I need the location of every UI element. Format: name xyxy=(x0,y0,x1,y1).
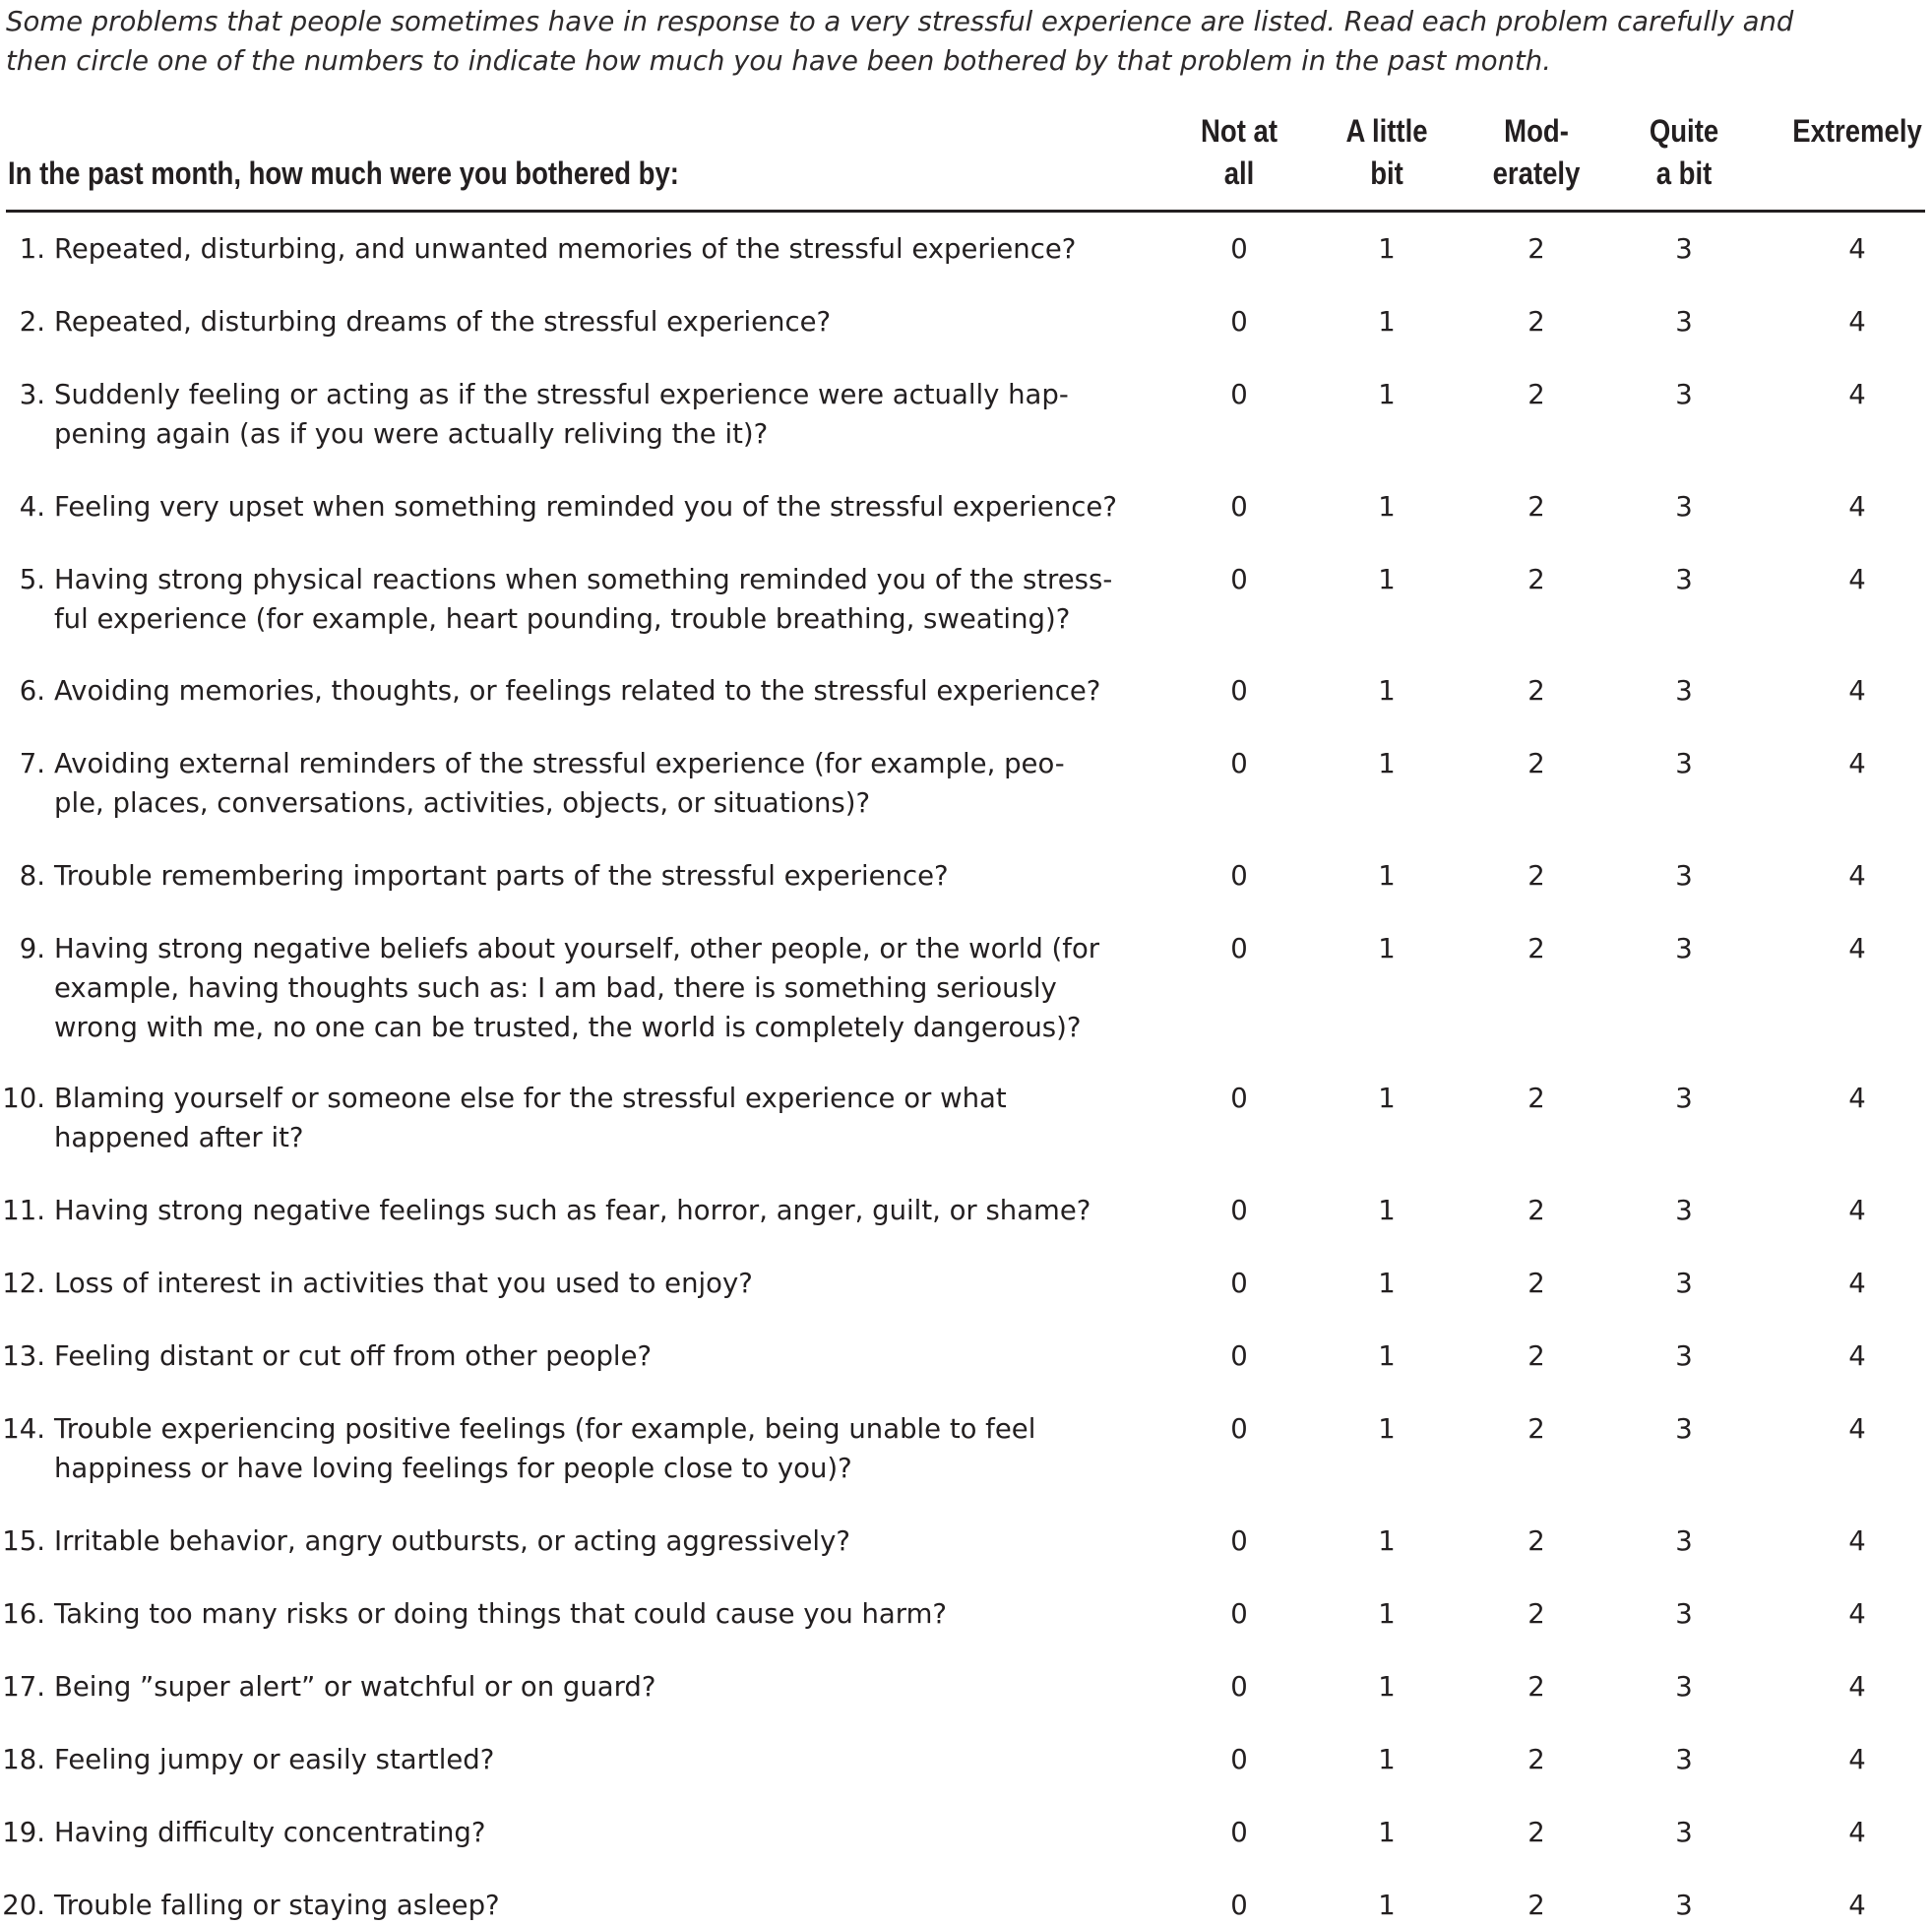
column-header-line: all xyxy=(1223,155,1255,191)
score-option-not-at-all[interactable]: 0 xyxy=(1230,1195,1248,1226)
score-option-a-little-bit[interactable]: 1 xyxy=(1378,306,1396,338)
score-option-quite-a-bit[interactable]: 3 xyxy=(1675,1890,1693,1921)
item-question xyxy=(54,1886,1147,1925)
score-option-not-at-all[interactable]: 0 xyxy=(1230,1083,1248,1114)
item-question-line: Being ”super alert” or watchful or on guard? xyxy=(54,1671,656,1703)
item-question-line: happiness or have loving feelings for people close to you)? xyxy=(54,1453,852,1484)
score-option-extremely[interactable]: 4 xyxy=(1848,491,1866,523)
item-question-line: Feeling very upset when something reminded you of the stressful experience? xyxy=(54,491,1117,523)
score-option-quite-a-bit[interactable]: 3 xyxy=(1675,748,1693,779)
score-option-not-at-all[interactable]: 0 xyxy=(1230,306,1248,338)
score-option-extremely[interactable]: 4 xyxy=(1848,1413,1866,1445)
score-option-extremely[interactable]: 4 xyxy=(1848,379,1866,410)
item-number: 15. xyxy=(2,1525,45,1557)
score-option-not-at-all[interactable]: 0 xyxy=(1230,1817,1248,1848)
score-option-a-little-bit[interactable]: 1 xyxy=(1378,1340,1396,1372)
item-question-line: wrong with me, no one can be trusted, the world is completely dangerous)? xyxy=(54,1012,1082,1043)
score-option-extremely[interactable]: 4 xyxy=(1848,1598,1866,1630)
score-option-moderately[interactable]: 2 xyxy=(1527,675,1545,707)
score-option-a-little-bit[interactable]: 1 xyxy=(1378,1413,1396,1445)
score-option-quite-a-bit[interactable]: 3 xyxy=(1675,1817,1693,1848)
item-question-line: Having strong physical reactions when something reminded you of the stress- xyxy=(54,564,1113,595)
column-header-line: Mod- xyxy=(1504,113,1569,149)
score-option-moderately[interactable]: 2 xyxy=(1527,1671,1545,1703)
item-number: 14. xyxy=(2,1413,45,1445)
score-option-a-little-bit[interactable]: 1 xyxy=(1378,933,1396,964)
item-question xyxy=(54,229,1147,269)
column-header-line: Extremely xyxy=(1792,113,1922,149)
item-number: 12. xyxy=(2,1268,45,1299)
item-question-line: happened after it? xyxy=(54,1122,304,1153)
item-question xyxy=(54,302,1147,342)
score-option-extremely[interactable]: 4 xyxy=(1848,1195,1866,1226)
item-question-line: Repeated, disturbing, and unwanted memories of the stressful experience? xyxy=(54,233,1077,265)
column-header-line: erately xyxy=(1492,155,1581,191)
score-option-not-at-all[interactable]: 0 xyxy=(1230,748,1248,779)
item-number: 19. xyxy=(2,1817,45,1848)
score-option-extremely[interactable]: 4 xyxy=(1848,1890,1866,1921)
column-header-line: A little xyxy=(1345,113,1428,149)
item-number: 3. xyxy=(19,379,45,410)
item-question xyxy=(54,671,1147,711)
score-option-quite-a-bit[interactable]: 3 xyxy=(1675,1744,1693,1775)
score-option-extremely[interactable]: 4 xyxy=(1848,233,1866,265)
score-option-moderately[interactable]: 2 xyxy=(1527,1890,1545,1921)
score-option-not-at-all[interactable]: 0 xyxy=(1230,564,1248,595)
item-question xyxy=(54,856,1147,896)
item-number: 9. xyxy=(19,933,45,964)
item-question xyxy=(54,560,1147,639)
score-option-not-at-all[interactable]: 0 xyxy=(1230,233,1248,265)
instructions xyxy=(6,2,1925,81)
score-option-a-little-bit[interactable]: 1 xyxy=(1378,379,1396,410)
item-question-line: Avoiding external reminders of the stressful experience (for example, peo- xyxy=(54,748,1065,779)
item-number: 7. xyxy=(19,748,45,779)
score-option-a-little-bit[interactable]: 1 xyxy=(1378,233,1396,265)
score-option-a-little-bit[interactable]: 1 xyxy=(1378,491,1396,523)
score-option-not-at-all[interactable]: 0 xyxy=(1230,1413,1248,1445)
item-number: 8. xyxy=(19,860,45,892)
score-option-quite-a-bit[interactable]: 3 xyxy=(1675,491,1693,523)
score-option-extremely[interactable]: 4 xyxy=(1848,860,1866,892)
score-option-moderately[interactable]: 2 xyxy=(1527,1413,1545,1445)
score-option-extremely[interactable]: 4 xyxy=(1848,1268,1866,1299)
score-option-not-at-all[interactable]: 0 xyxy=(1230,1671,1248,1703)
score-option-moderately[interactable]: 2 xyxy=(1527,1817,1545,1848)
score-option-not-at-all[interactable]: 0 xyxy=(1230,379,1248,410)
score-option-a-little-bit[interactable]: 1 xyxy=(1378,1083,1396,1114)
score-option-a-little-bit[interactable]: 1 xyxy=(1378,675,1396,707)
item-question xyxy=(54,1079,1147,1157)
score-option-not-at-all[interactable]: 0 xyxy=(1230,1340,1248,1372)
column-header-not-at-all xyxy=(1201,110,1278,195)
item-question-line: pening again (as if you were actually reliving the it)? xyxy=(54,418,769,450)
item-number: 17. xyxy=(2,1671,45,1703)
score-option-extremely[interactable]: 4 xyxy=(1848,564,1866,595)
score-option-quite-a-bit[interactable]: 3 xyxy=(1675,1671,1693,1703)
column-header-line: bit xyxy=(1370,155,1403,191)
column-header-extremely xyxy=(1792,110,1922,153)
item-question xyxy=(54,1264,1147,1303)
score-option-quite-a-bit[interactable]: 3 xyxy=(1675,860,1693,892)
score-option-not-at-all[interactable]: 0 xyxy=(1230,1890,1248,1921)
item-question-line: Avoiding memories, thoughts, or feelings related to the stressful experience? xyxy=(54,675,1101,707)
score-option-moderately[interactable]: 2 xyxy=(1527,233,1545,265)
score-option-extremely[interactable]: 4 xyxy=(1848,933,1866,964)
item-question-line: Loss of interest in activities that you used to enjoy? xyxy=(54,1268,753,1299)
item-question-line: ple, places, conversations, activities, objects, or situations)? xyxy=(54,787,871,819)
item-number: 5. xyxy=(19,564,45,595)
score-option-moderately[interactable]: 2 xyxy=(1527,1083,1545,1114)
score-option-not-at-all[interactable]: 0 xyxy=(1230,1525,1248,1557)
item-number: 11. xyxy=(2,1195,45,1226)
score-option-not-at-all[interactable]: 0 xyxy=(1230,1598,1248,1630)
item-question-line: Suddenly feeling or acting as if the stressful experience were actually hap- xyxy=(54,379,1069,410)
item-number: 1. xyxy=(19,233,45,265)
item-question-line: ful experience (for example, heart pounding, trouble breathing, sweating)? xyxy=(54,603,1071,635)
score-option-not-at-all[interactable]: 0 xyxy=(1230,933,1248,964)
score-option-extremely[interactable]: 4 xyxy=(1848,1083,1866,1114)
item-question-line: Having difficulty concentrating? xyxy=(54,1817,486,1848)
score-option-moderately[interactable]: 2 xyxy=(1527,491,1545,523)
item-question-line: Having strong negative beliefs about yourself, other people, or the world (for xyxy=(54,933,1100,964)
item-question-line: Feeling distant or cut off from other people? xyxy=(54,1340,653,1372)
item-question xyxy=(54,1521,1147,1561)
score-option-extremely[interactable]: 4 xyxy=(1848,1744,1866,1775)
score-option-quite-a-bit[interactable]: 3 xyxy=(1675,1083,1693,1114)
score-option-moderately[interactable]: 2 xyxy=(1527,748,1545,779)
item-number: 16. xyxy=(2,1598,45,1630)
score-option-extremely[interactable]: 4 xyxy=(1848,306,1866,338)
item-number: 6. xyxy=(19,675,45,707)
score-option-moderately[interactable]: 2 xyxy=(1527,564,1545,595)
item-number: 2. xyxy=(19,306,45,338)
item-question-line: Blaming yourself or someone else for the stressful experience or what xyxy=(54,1083,1007,1114)
score-option-not-at-all[interactable]: 0 xyxy=(1230,675,1248,707)
score-option-quite-a-bit[interactable]: 3 xyxy=(1675,1195,1693,1226)
column-header-line: Not at xyxy=(1201,113,1278,149)
score-option-extremely[interactable]: 4 xyxy=(1848,1525,1866,1557)
score-option-moderately[interactable]: 2 xyxy=(1527,1525,1545,1557)
item-question-line: Trouble experiencing positive feelings (for example, being unable to feel xyxy=(54,1413,1036,1445)
score-option-a-little-bit[interactable]: 1 xyxy=(1378,1890,1396,1921)
table-header xyxy=(0,110,1932,201)
score-option-extremely[interactable]: 4 xyxy=(1848,1340,1866,1372)
score-option-extremely[interactable]: 4 xyxy=(1848,1671,1866,1703)
item-question-line: example, having thoughts such as: I am bad, there is something seriously xyxy=(54,972,1057,1004)
item-question xyxy=(54,1813,1147,1852)
score-option-not-at-all[interactable]: 0 xyxy=(1230,1744,1248,1775)
score-option-a-little-bit[interactable]: 1 xyxy=(1378,748,1396,779)
score-option-quite-a-bit[interactable]: 3 xyxy=(1675,233,1693,265)
item-question-line: Taking too many risks or doing things that could cause you harm? xyxy=(54,1598,947,1630)
score-option-not-at-all[interactable]: 0 xyxy=(1230,1268,1248,1299)
score-option-moderately[interactable]: 2 xyxy=(1527,1598,1545,1630)
score-option-quite-a-bit[interactable]: 3 xyxy=(1675,1525,1693,1557)
score-option-quite-a-bit[interactable]: 3 xyxy=(1675,379,1693,410)
score-option-moderately[interactable]: 2 xyxy=(1527,379,1545,410)
score-option-moderately[interactable]: 2 xyxy=(1527,933,1545,964)
column-header-moderately xyxy=(1493,110,1581,195)
column-header-line: Quite xyxy=(1649,113,1719,149)
item-question xyxy=(54,1409,1147,1488)
score-option-quite-a-bit[interactable]: 3 xyxy=(1675,933,1693,964)
score-option-quite-a-bit[interactable]: 3 xyxy=(1675,306,1693,338)
item-question xyxy=(54,1191,1147,1230)
item-number: 20. xyxy=(2,1890,45,1921)
score-option-quite-a-bit[interactable]: 3 xyxy=(1675,675,1693,707)
score-option-a-little-bit[interactable]: 1 xyxy=(1378,860,1396,892)
score-option-quite-a-bit[interactable]: 3 xyxy=(1675,1340,1693,1372)
column-header-line: a bit xyxy=(1655,155,1713,191)
instructions-line: then circle one of the numbers to indicate how much you have been bothered by that problem in the past month. xyxy=(6,45,1551,77)
score-option-moderately[interactable]: 2 xyxy=(1527,860,1545,892)
score-option-moderately[interactable]: 2 xyxy=(1527,306,1545,338)
item-question-line: Irritable behavior, angry outbursts, or acting aggressively? xyxy=(54,1525,850,1557)
item-question xyxy=(54,1594,1147,1634)
item-question xyxy=(54,375,1147,454)
item-question xyxy=(54,744,1147,823)
score-option-quite-a-bit[interactable]: 3 xyxy=(1675,564,1693,595)
item-question-line: Having strong negative feelings such as fear, horror, anger, guilt, or shame? xyxy=(54,1195,1091,1226)
column-header-quite-a-bit xyxy=(1650,110,1718,195)
score-option-moderately[interactable]: 2 xyxy=(1527,1268,1545,1299)
header-divider xyxy=(6,210,1925,213)
item-question-line: Trouble falling or staying asleep? xyxy=(54,1890,500,1921)
score-option-a-little-bit[interactable]: 1 xyxy=(1378,1525,1396,1557)
score-option-extremely[interactable]: 4 xyxy=(1848,1817,1866,1848)
score-option-a-little-bit[interactable]: 1 xyxy=(1378,1268,1396,1299)
score-option-a-little-bit[interactable]: 1 xyxy=(1378,1598,1396,1630)
item-question-line: Trouble remembering important parts of the stressful experience? xyxy=(54,860,949,892)
score-option-moderately[interactable]: 2 xyxy=(1527,1195,1545,1226)
score-option-a-little-bit[interactable]: 1 xyxy=(1378,1817,1396,1848)
score-option-a-little-bit[interactable]: 1 xyxy=(1378,1671,1396,1703)
score-option-extremely[interactable]: 4 xyxy=(1848,675,1866,707)
score-option-moderately[interactable]: 2 xyxy=(1527,1744,1545,1775)
score-option-not-at-all[interactable]: 0 xyxy=(1230,491,1248,523)
score-option-a-little-bit[interactable]: 1 xyxy=(1378,1744,1396,1775)
score-option-a-little-bit[interactable]: 1 xyxy=(1378,1195,1396,1226)
score-option-extremely[interactable]: 4 xyxy=(1848,748,1866,779)
score-option-a-little-bit[interactable]: 1 xyxy=(1378,564,1396,595)
item-number: 13. xyxy=(2,1340,45,1372)
score-option-moderately[interactable]: 2 xyxy=(1527,1340,1545,1372)
item-question-line: Feeling jumpy or easily startled? xyxy=(54,1744,495,1775)
score-option-quite-a-bit[interactable]: 3 xyxy=(1675,1598,1693,1630)
item-question-line: Repeated, disturbing dreams of the stressful experience? xyxy=(54,306,832,338)
instructions-line: Some problems that people sometimes have in response to a very stressful experience are listed. Read each problem carefully and xyxy=(6,6,1794,37)
item-number: 18. xyxy=(2,1744,45,1775)
score-option-not-at-all[interactable]: 0 xyxy=(1230,860,1248,892)
item-question xyxy=(54,1336,1147,1376)
item-question xyxy=(54,487,1147,527)
score-option-quite-a-bit[interactable]: 3 xyxy=(1675,1268,1693,1299)
item-question xyxy=(54,1667,1147,1707)
score-option-quite-a-bit[interactable]: 3 xyxy=(1675,1413,1693,1445)
item-question xyxy=(54,1740,1147,1779)
item-number: 10. xyxy=(2,1083,45,1114)
item-question xyxy=(54,929,1147,1047)
header-question: In the past month, how much were you bothered by: xyxy=(8,155,679,191)
column-header-a-little-bit xyxy=(1345,110,1427,195)
item-number: 4. xyxy=(19,491,45,523)
